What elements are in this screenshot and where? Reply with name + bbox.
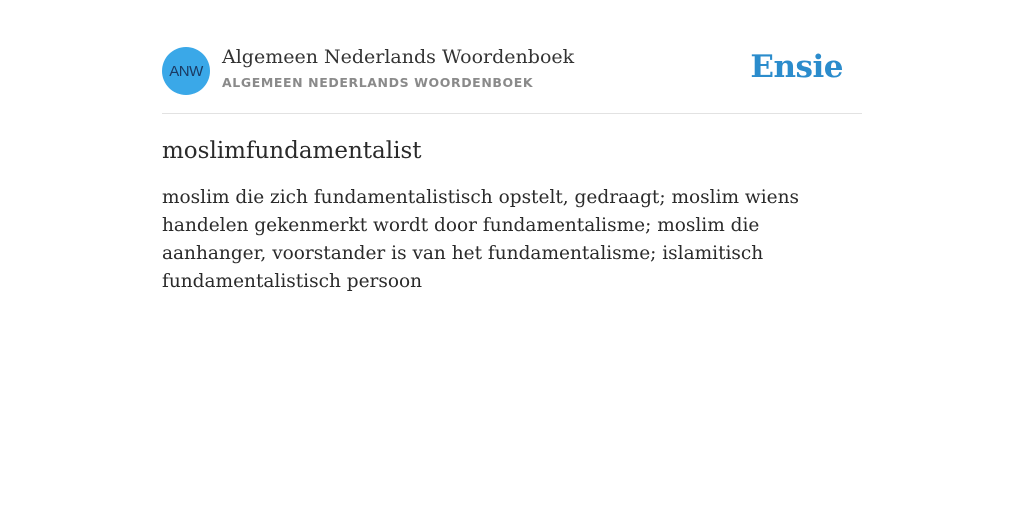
anw-logo-text: ANW <box>169 62 203 80</box>
entry-term: moslimfundamentalist <box>162 138 422 164</box>
source-subtitle: ALGEMEEN NEDERLANDS WOORDENBOEK <box>222 75 534 90</box>
anw-logo <box>162 47 210 95</box>
ensie-brand-logo[interactable]: Ensie <box>750 49 843 85</box>
entry-header <box>162 46 862 114</box>
entry-card <box>162 46 862 296</box>
source-title: Algemeen Nederlands Woordenboek <box>222 46 575 68</box>
entry-definition: moslim die zich fundamentalistisch opstelt, gedraagt; moslim wiens handelen gekenmerkt wordt door fundamentalisme; moslim die aanhanger, voorstander is van het fundamentalisme; islamitisch fundamentalistisch persoon <box>162 187 800 292</box>
